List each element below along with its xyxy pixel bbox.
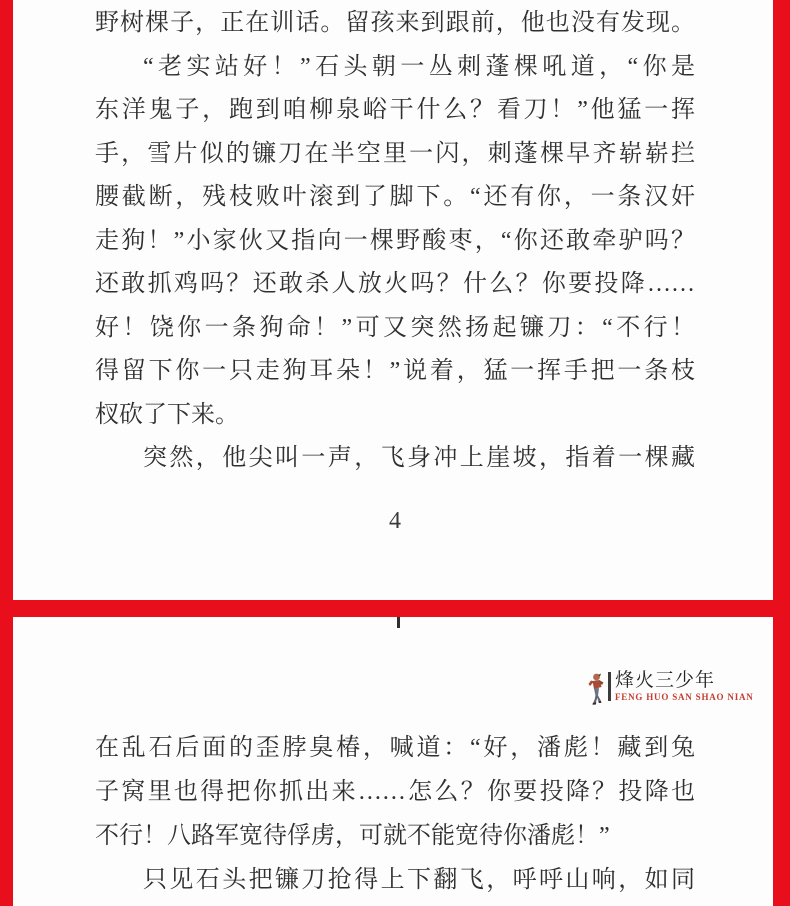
text-line: 杈砍了下来。	[95, 401, 239, 428]
logo-text	[615, 670, 754, 702]
text-line: 在乱石后面的歪脖臭椿，喊道：“好，潘彪！藏到兔	[95, 735, 695, 761]
page-number: 4	[389, 508, 401, 534]
text-line: 只见石头把镰刀抢得上下翻飞，呼呼山响，如同	[143, 867, 695, 893]
logo-title-chinese: 烽火三少年	[615, 670, 716, 691]
text-line: 手，雪片似的镰刀在半空里一闪，刺蓬棵早齐崭崭拦	[95, 140, 695, 167]
text-line: 突然，他尖叫一声，飞身冲上崖坡，指着一棵藏	[143, 445, 695, 471]
text-line: 子窝里也得把你抓出来……怎么？你要投降？投降也	[95, 779, 695, 805]
text-line: 野树棵子，正在训话。留孩来到跟前，他也没有发现。	[95, 10, 695, 36]
book-series-logo	[586, 670, 754, 706]
top-page-text	[95, 2, 695, 481]
center-tick-mark	[397, 617, 400, 628]
red-frame-right	[773, 0, 790, 906]
text-line: 走狗！”小家伙又指向一棵野酸枣，“你还敢牵驴吗？	[95, 227, 695, 254]
logo-divider-bar	[608, 672, 611, 701]
text-line: 还敢抓鸡吗？还敢杀人放火吗？什么？你要投降……	[95, 271, 695, 297]
red-frame-left	[0, 0, 13, 906]
text-line: 东洋鬼子，跑到咱柳泉峪干什么？看刀！”他猛一挥	[95, 97, 695, 123]
logo-title-pinyin: FENG HUO SAN SHAO NIAN	[615, 692, 754, 702]
text-line: “老实站好！”石头朝一丛刺蓬棵吼道，“你是	[143, 53, 695, 80]
text-line: 得留下你一只走狗耳朵！”说着，猛一挥手把一条枝	[95, 358, 695, 384]
text-line: 腰截断，残枝败叶滚到了脚下。“还有你，一条汉奸	[95, 184, 695, 210]
text-line: 不行！八路军宽待俘虏，可就不能宽待你潘彪！”	[95, 823, 610, 849]
red-page-divider	[0, 600, 790, 617]
running-boy-icon	[586, 672, 605, 706]
text-line: 好！饶你一条狗命！”可又突然扬起镰刀：“不行！	[95, 314, 695, 341]
bottom-page-text	[95, 726, 695, 902]
